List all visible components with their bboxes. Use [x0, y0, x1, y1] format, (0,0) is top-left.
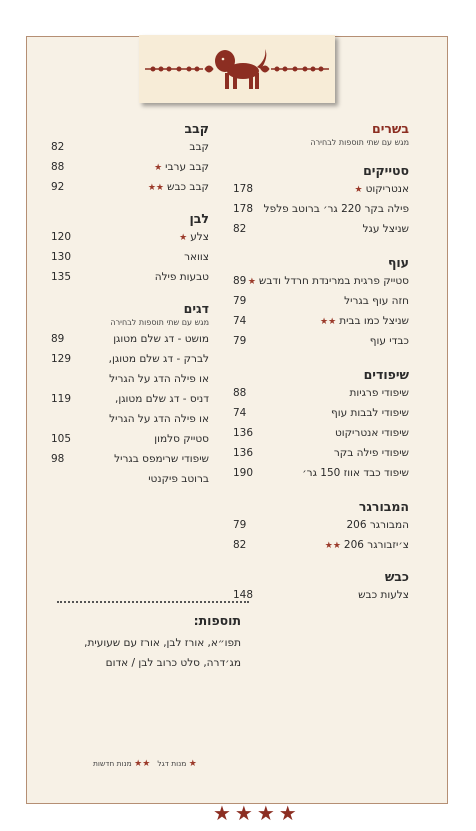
- menu-item: [51, 329, 209, 349]
- menu-item-name: קבב ערבי: [165, 161, 209, 173]
- menu-item-price: 82: [233, 223, 247, 235]
- menu-item-name: מושט - דג שלם מטוגן: [113, 333, 209, 345]
- menu-item-price: 79: [233, 335, 247, 347]
- menu-item-price: 79: [233, 519, 247, 531]
- menu-item-price: 98: [51, 453, 65, 465]
- menu-item-name: טבעות פילה: [154, 271, 209, 283]
- right-section-2: [233, 255, 409, 351]
- menu-item-price: 82: [51, 141, 65, 153]
- menu-item-name: צלע: [190, 231, 209, 243]
- menu-item: [233, 179, 409, 199]
- menu-item-name: או פילה הדג על הגריל: [109, 413, 209, 425]
- menu-item-name: או פילה הדג על הגריל: [109, 373, 209, 385]
- menu-item-price: 130: [51, 251, 72, 263]
- footer-stars: ★★★★: [213, 801, 301, 825]
- section-title: דגים: [183, 301, 209, 316]
- menu-item-price: 92: [51, 181, 65, 193]
- menu-item: [233, 271, 409, 291]
- menu-item: [51, 247, 209, 267]
- menu-item: [233, 311, 409, 331]
- menu-item: [233, 515, 409, 535]
- legend: [93, 759, 197, 769]
- menu-item: [51, 177, 209, 197]
- menu-item-name: שניצל כמו בבית: [339, 315, 409, 327]
- menu-item-name: צלעות כבש: [358, 589, 409, 601]
- right-section-1: [233, 163, 409, 239]
- star-icon: ★★: [324, 541, 341, 551]
- menu-item-name: פילה בקר 220 גר׳ ברוטב פלפל: [263, 203, 409, 215]
- menu-item-price: 136: [233, 447, 254, 459]
- left-column: [51, 121, 209, 489]
- menu-item-price: 190: [233, 467, 254, 479]
- menu-item: [233, 291, 409, 311]
- lion-icon: [139, 35, 335, 103]
- sides-title: תוספות:: [193, 613, 241, 628]
- legend-star-1: ★: [188, 759, 197, 769]
- menu-item-name: שיפוד כבד אווז 150 גר׳: [302, 467, 409, 479]
- menu-item: [51, 157, 209, 177]
- right-section-0: [233, 121, 409, 149]
- menu-item: [51, 469, 209, 489]
- menu-item: [233, 199, 409, 219]
- star-icon: ★★: [147, 183, 164, 193]
- menu-item-name: אנטריקוט: [365, 183, 409, 195]
- menu-item-name: כבדי עוף: [369, 335, 409, 347]
- sides-block: [51, 613, 241, 673]
- menu-item-price: 89: [233, 275, 247, 287]
- menu-item-price: 89: [51, 333, 65, 345]
- menu-item-name: המבורגר 206: [346, 519, 409, 531]
- menu-item: [51, 227, 209, 247]
- left-section-2: [51, 301, 209, 489]
- section-title: המבורגר: [358, 499, 409, 514]
- menu-item: [51, 409, 209, 429]
- menu-item-price: 178: [233, 183, 254, 195]
- menu-item-price: 74: [233, 407, 247, 419]
- right-column: [233, 121, 409, 605]
- section-note: מגש עם שתי תוספות לבחירה: [110, 318, 209, 327]
- menu-item-name: צ׳יזבורגר 206: [343, 539, 409, 551]
- menu-item-name: סטייק סלמון: [154, 433, 209, 445]
- menu-item-name: שניצל עגל: [362, 223, 409, 235]
- right-section-3: [233, 367, 409, 483]
- menu-item-name: קבב: [189, 141, 209, 153]
- menu-item-name: שיפודי פרגיות: [349, 387, 409, 399]
- menu-item: [233, 383, 409, 403]
- menu-item-name: סטייק פרגית במרינדת חרדל ודבש: [258, 275, 409, 287]
- menu-item-price: 74: [233, 315, 247, 327]
- menu-item-name: שיפודי פילה בקר: [333, 447, 409, 459]
- menu-item: [233, 585, 409, 605]
- menu-item: [51, 389, 209, 409]
- menu-item: [233, 535, 409, 555]
- menu-item: [233, 423, 409, 443]
- menu-item-name: קבב כבש: [167, 181, 209, 193]
- menu-item-price: 136: [233, 427, 254, 439]
- menu-item: [51, 137, 209, 157]
- star-icon: ★: [179, 233, 188, 243]
- menu-item: [233, 443, 409, 463]
- menu-item-name: שיפודי שרימפס בגריל: [114, 453, 209, 465]
- menu-item-price: 129: [51, 353, 72, 365]
- section-title: בשרים: [371, 121, 409, 136]
- menu-item-price: 135: [51, 271, 72, 283]
- menu-item-price: 148: [233, 589, 254, 601]
- star-icon: ★: [247, 277, 256, 287]
- menu-item-name: שיפודי לבבות עוף: [331, 407, 409, 419]
- menu-item: [233, 219, 409, 239]
- sides-line-1: תפו״א, אורז לבן, אורז עם שעועית,: [84, 637, 241, 649]
- menu-item-price: 119: [51, 393, 72, 405]
- menu-item-price: 88: [51, 161, 65, 173]
- logo-banner: [139, 35, 335, 103]
- menu-item: [51, 449, 209, 469]
- menu-item-name: לברק - דג שלם מטוגן,: [108, 353, 209, 365]
- menu-item: [233, 403, 409, 423]
- menu-item-price: 120: [51, 231, 72, 243]
- section-note: מגש עם שתי תוספות לבחירה: [310, 138, 409, 147]
- section-title: לבן: [189, 211, 209, 226]
- menu-item-price: 178: [233, 203, 254, 215]
- star-icon: ★: [354, 185, 363, 195]
- star-icon: ★★: [320, 317, 337, 327]
- left-section-1: [51, 211, 209, 287]
- section-title: שיפודים: [363, 367, 409, 382]
- menu-item-name: ברוטב פיקנטי: [148, 473, 209, 485]
- legend-label-1: מנות דגל: [157, 759, 187, 768]
- menu-item-price: 88: [233, 387, 247, 399]
- left-section-0: [51, 121, 209, 197]
- menu-item-name: דניס - דג שלם מטוגן,: [115, 393, 209, 405]
- menu-item-name: חזה עוף בגריל: [344, 295, 409, 307]
- menu-item: [51, 429, 209, 449]
- menu-item-price: 79: [233, 295, 247, 307]
- menu-item: [233, 463, 409, 483]
- menu-item: [233, 331, 409, 351]
- right-section-4: [233, 499, 409, 555]
- menu-item-price: 105: [51, 433, 72, 445]
- section-title: עוף: [387, 255, 409, 270]
- section-title: קבב: [184, 121, 209, 136]
- section-title: סטייקים: [363, 163, 409, 178]
- menu-item: [51, 349, 209, 369]
- menu-item: [51, 267, 209, 287]
- right-section-5: [233, 569, 409, 605]
- menu-page: [26, 36, 448, 825]
- menu-item-price: 82: [233, 539, 247, 551]
- section-title: כבש: [384, 569, 409, 584]
- sides-line-2: מג׳דרה, סלט כרוב לבן / אדום: [105, 657, 241, 669]
- section-divider: [57, 601, 249, 603]
- menu-item-name: צוואר: [184, 251, 209, 263]
- menu-item-name: שיפודי אנטריקוט: [334, 427, 409, 439]
- menu-item: [51, 369, 209, 389]
- star-icon: ★: [154, 163, 163, 173]
- legend-label-2: מנות חדשות: [93, 759, 132, 768]
- legend-star-2: ★★: [134, 759, 151, 769]
